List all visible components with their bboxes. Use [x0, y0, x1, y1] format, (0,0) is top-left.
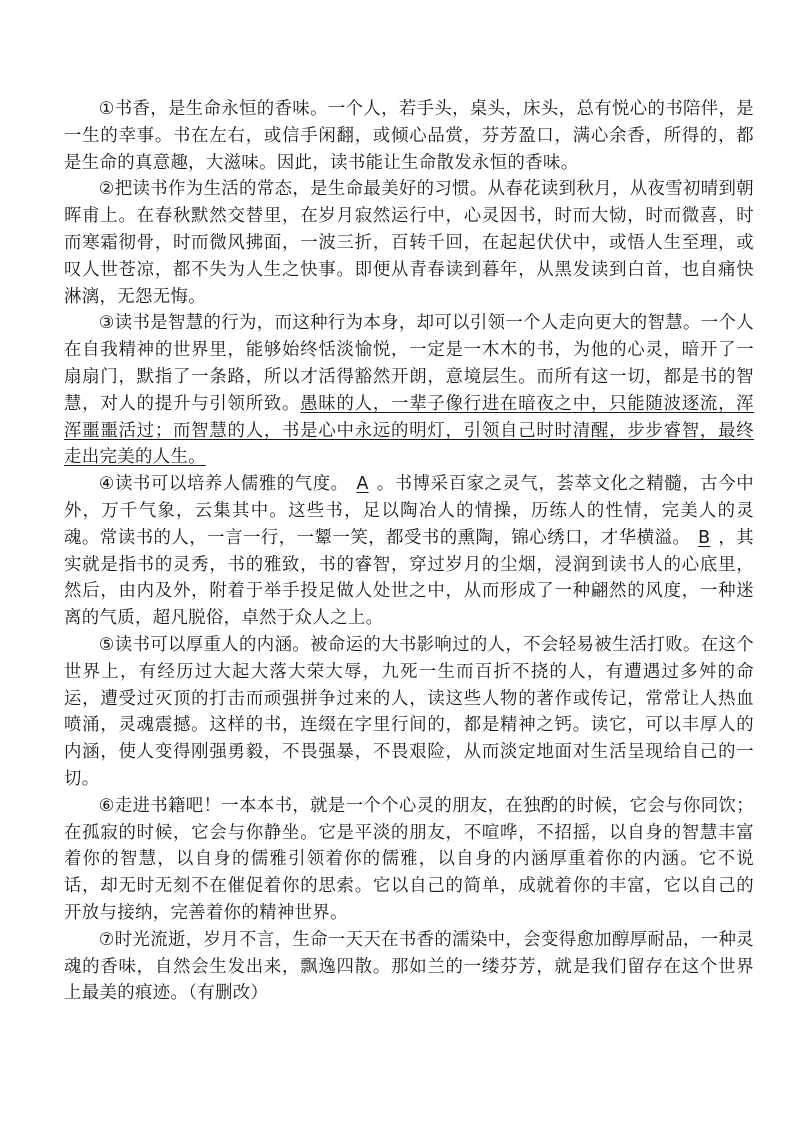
paragraph-5: ⑤读书可以厚重人的内涵。被命运的大书影响过的人，不会轻易被生活打败。在这个世界上，有经历过大起大落大荣大辱，九死一生而百折不挠的人，有遭遇过多舛的命运，遭受过灭顶的打击而顽强拼争过来的人，读这些人物的著作或传记，常常让人热血喷涌，灵魂震撼。这样的书，连缀在字里行间的，都是精神之钙。读它，可以丰厚人的内涵，使人变得刚强勇毅，不畏强暴，不畏艰险，从而淡定地面对生活呈现给自己的一切。: [64, 634, 754, 789]
blank-b: B: [698, 527, 711, 548]
paragraph-3-text: ③读书是智慧的行为，而这种行为本身，却可以引领一个人走向更大的智慧。一个人在自我精神的世界里，能够始终恬淡愉悦，一定是一木木的书，为他的心灵，暗开了一扇扇门，默指了一条路，所以才活得豁然开朗，意境层生。而所有这一切，都是书的智慧，对人的提升与引领所致。: [64, 313, 754, 414]
paragraph-7: ⑦时光流逝，岁月不言，生命一天天在书香的濡染中，会变得愈加醇厚耐品，一种灵魂的香味，自然会生发出来，飘逸四散。那如兰的一缕芬芳，就是我们留存在这个世界上最美的痕迹。（有删改）: [64, 929, 754, 1004]
blank-a: A: [356, 474, 369, 495]
paragraph-4-lead: ④读书可以培养人儒雅的气度。: [98, 474, 349, 495]
paragraph-3: [64, 310, 754, 471]
paragraph-2: ②把读书作为生活的常态，是生命最美好的习惯。从春花读到秋月，从夜雪初晴到朝晖甫上。在春秋默然交替里，在岁月寂然运行中，心灵因书，时而大恸，时而微喜，时而寒霜彻骨，时而微风拂面，一波三折，百转千回，在起起伏伏中，或悟人生至理，或叹人世苍凉，都不失为人生之快事。即便从青春读到暮年，从黑发读到白首，也自痛快淋漓，无怨无悔。: [64, 179, 754, 307]
underlined-sentence: 愚昧的人，一辈子像行进在暗夜之中，只能随波逐流，浑浑噩噩活过；而智慧的人，书是心中永远的明灯，引领自己时时清醒，步步睿智，最终走出完美的人生。: [64, 393, 754, 468]
paragraph-1: ①书香，是生命永恒的香味。一个人，若手头，桌头，床头，总有悦心的书陪伴，是一生的幸事。书在左右，或信手闲翻，或倾心品赏，芬芳盈口，满心余香，所得的，都是生命的真意趣，大滋味。因此，读书能让生命散发永恒的香味。: [64, 99, 754, 173]
paragraph-4-middle: 。书博采百家之灵气，荟萃文化之精髓，古今中外，万千气象，云集其中。这些书，足以陶冶人的情操，历练人的性情，完美人的灵魂。常读书的人，一言一行，一颦一笑，都受书的熏陶，锦心绣口，才华横溢。: [64, 474, 754, 548]
article-body: [64, 96, 754, 1007]
paragraph-4-tail: ，其实就是指书的灵秀，书的雅致，书的睿智，穿过岁月的尘烟，浸润到读书人的心底里，然后，由内及外，附着于举手投足做人处世之中，从而形成了一种翩然的风度，一种迷离的气质，超凡脱俗，卓然于众人之上。: [64, 527, 754, 629]
paragraph-6: ⑥走进书籍吧！一本本书，就是一个个心灵的朋友，在独酌的时候，它会与你同饮；在孤寂的时候，它会与你静坐。它是平淡的朋友，不喧哗，不招摇，以自身的智慧丰富着你的智慧，以自身的儒雅引领着你的儒雅，以自身的内涵厚重着你的内涵。它不说话，却无时无刻不在催促着你的思索。它以自己的简单，成就着你的丰富，它以自己的开放与接纳，完善着你的精神世界。: [64, 795, 754, 923]
paragraph-4: [64, 471, 754, 632]
